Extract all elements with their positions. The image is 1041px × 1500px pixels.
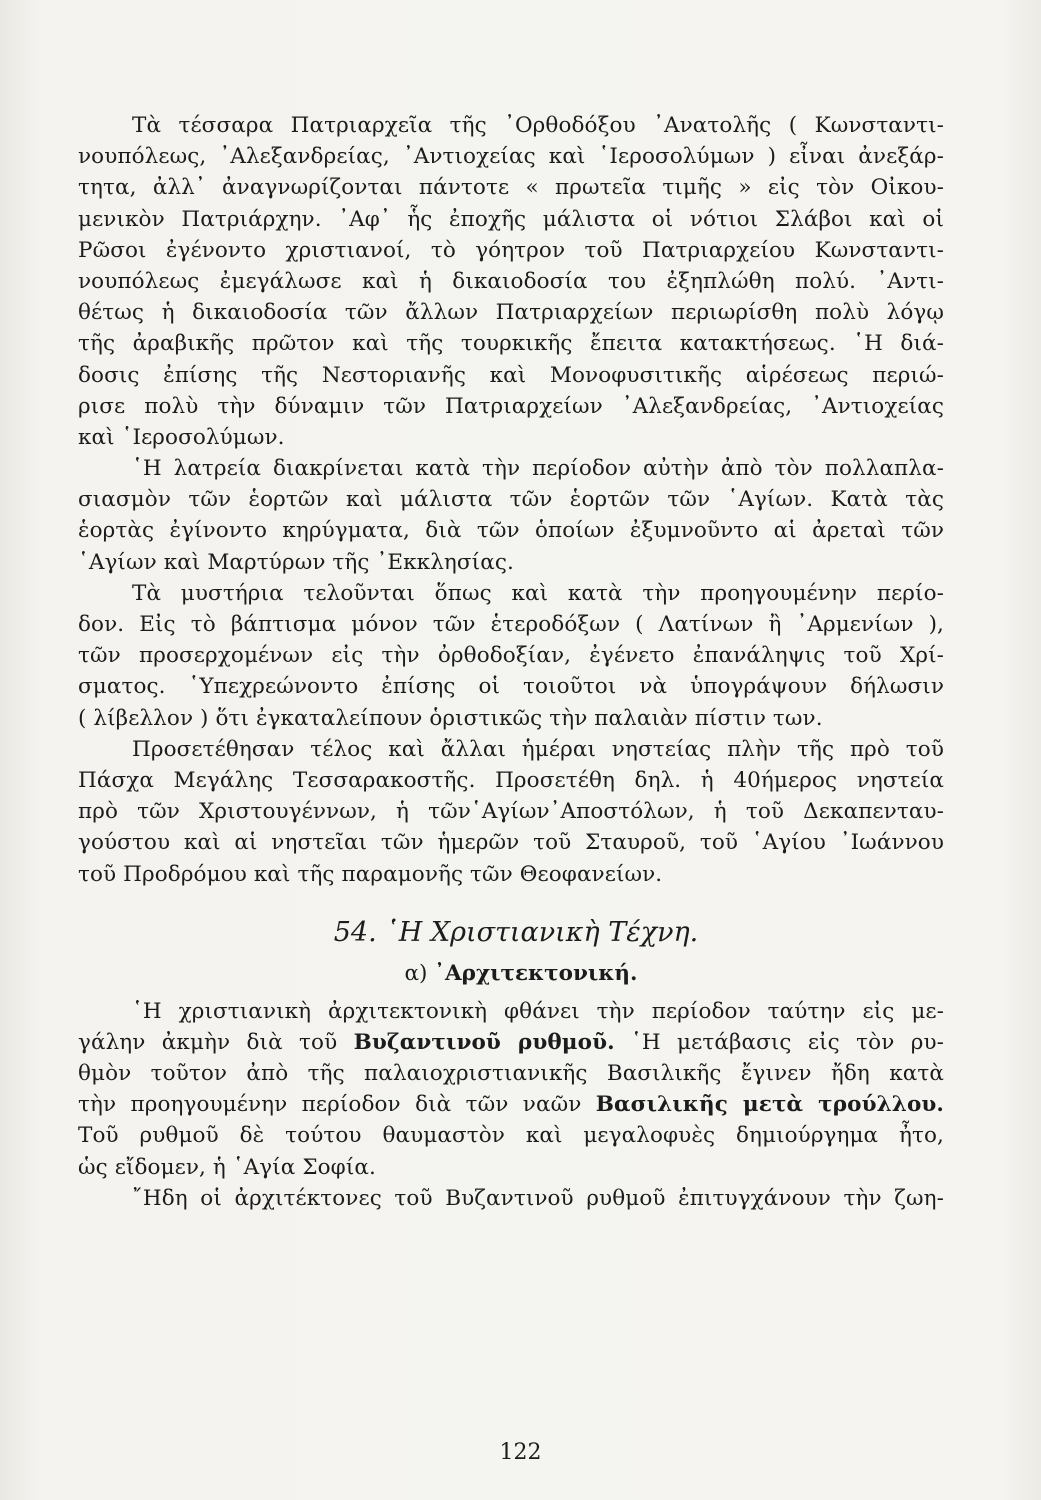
text-line: γούστου καὶ αἱ νηστεῖαι τῶν ἡμερῶν τοῦ Σταυροῦ, τοῦ ῾Αγίου ᾿Ιωάννου bbox=[78, 830, 944, 856]
bold-term: Βασιλικῆς μετὰ τρούλλου. bbox=[595, 1092, 944, 1118]
section-heading: 54. ῾Η Χριστιανικὴ Τέχνη. bbox=[333, 916, 699, 948]
text-line: ῾Η χριστιανικὴ ἀρχιτεκτονικὴ φθάνει τὴν περίοδον ταύτην εἰς με- bbox=[132, 998, 944, 1024]
text-line: καὶ ῾Ιεροσολύμων. bbox=[78, 424, 285, 450]
subsection-title: ᾿Αρχιτεκτονική. bbox=[434, 960, 638, 986]
text-line: νουπόλεως, ᾿Αλεξανδρείας, ᾿Αντιοχείας καὶ ῾Ιεροσολύμων ) εἶναι ἀνεξάρ- bbox=[78, 144, 944, 170]
subsection-prefix: α) bbox=[404, 960, 435, 986]
text-line: τητα, ἀλλ᾿ ἀναγνωρίζονται πάντοτε « πρωτεῖα τιμῆς » εἰς τὸν Οἰκου- bbox=[78, 175, 944, 201]
paragraph-sacraments bbox=[78, 578, 944, 734]
text-line: Τὰ μυστήρια τελοῦνται ὅπως καὶ κατὰ τὴν προηγουμένην περίο- bbox=[132, 580, 944, 606]
text-line: Ρῶσοι ἐγένοντο χριστιανοί, τὸ γόητρον τοῦ Πατριαρχείου Κωνσταντι- bbox=[78, 237, 944, 263]
paragraph-architects bbox=[78, 1183, 944, 1214]
bold-term: Βυζαντινοῦ ρυθμοῦ. bbox=[353, 1029, 615, 1055]
text-span: γάλην ἀκμὴν διὰ τοῦ bbox=[78, 1029, 354, 1055]
paragraph-patriarchates bbox=[78, 110, 944, 453]
text-line: Τοῦ ρυθμοῦ δὲ τούτου θαυμαστὸν καὶ μεγαλοφυὲς δημιούργημα ἦτο, bbox=[78, 1123, 944, 1149]
text-line bbox=[78, 1027, 944, 1058]
text-line: τοῦ Προδρόμου καὶ τῆς παραμονῆς τῶν Θεοφανείων. bbox=[78, 861, 663, 887]
text-line: μενικὸν Πατριάρχην. ᾿Αφ᾿ ἧς ἐποχῆς μάλιστα οἱ νότιοι Σλάβοι καὶ οἱ bbox=[78, 206, 944, 232]
text-line: τῶν προσερχομένων εἰς τὴν ὀρθοδοξίαν, ἐγένετο ἐπανάληψις τοῦ Χρί- bbox=[78, 643, 944, 669]
text-line: ῎Ηδη οἱ ἀρχιτέκτονες τοῦ Βυζαντινοῦ ρυθμοῦ ἐπιτυγχάνουν τὴν ζωη- bbox=[132, 1185, 944, 1211]
paragraph-worship bbox=[78, 453, 944, 578]
text-line: σιασμὸν τῶν ἑορτῶν καὶ μάλιστα τῶν ἑορτῶν τῶν ῾Αγίων. Κατὰ τὰς bbox=[78, 487, 944, 513]
text-line: Τὰ τέσσαρα Πατριαρχεῖα τῆς ᾿Ορθοδόξου ᾿Ανατολῆς ( Κωνσταντι- bbox=[132, 113, 944, 138]
text-line: ῾Αγίων καὶ Μαρτύρων τῆς ᾿Εκκλησίας. bbox=[78, 549, 514, 575]
text-span: τὴν προηγουμένην περίοδον διὰ τῶν ναῶν bbox=[78, 1092, 596, 1118]
text-line: θέτως ἡ δικαιοδοσία τῶν ἄλλων Πατριαρχείων περιωρίσθη πολὺ λόγῳ bbox=[78, 300, 944, 326]
text-line: πρὸ τῶν Χριστουγέννων, ἡ τῶν῾Αγίων᾿Αποστόλων, ἡ τοῦ Δεκαπενταυ- bbox=[78, 799, 944, 825]
page-body bbox=[78, 110, 944, 1214]
page-number: 122 bbox=[499, 1440, 542, 1465]
paragraph-fasting bbox=[78, 734, 944, 890]
text-line: τῆς ἀραβικῆς πρῶτον καὶ τῆς τουρκικῆς ἔπειτα κατακτήσεως. ῾Η διά- bbox=[78, 331, 944, 357]
text-span: ῾Η μετάβασις εἰς τὸν ρυ- bbox=[614, 1029, 944, 1055]
text-line: Προσετέθησαν τέλος καὶ ἄλλαι ἡμέραι νηστείας πλὴν τῆς πρὸ τοῦ bbox=[132, 736, 944, 762]
text-line bbox=[78, 1089, 944, 1120]
text-line: δοσις ἐπίσης τῆς Νεστοριανῆς καὶ Μονοφυσιτικῆς αἱρέσεως περιώ- bbox=[78, 362, 944, 388]
text-line: ( λίβελλον ) ὅτι ἐγκαταλείπουν ὁριστικῶς τὴν παλαιὰν πίστιν των. bbox=[78, 705, 823, 731]
text-line: ῾Η λατρεία διακρίνεται κατὰ τὴν περίοδον αὐτὴν ἀπὸ τὸν πολλαπλα- bbox=[132, 456, 944, 482]
text-line: ὡς εἴδομεν, ἡ ῾Αγία Σοφία. bbox=[78, 1154, 376, 1180]
paragraph-architecture bbox=[78, 996, 944, 1183]
subsection-heading bbox=[78, 958, 944, 990]
text-line: ρισε πολὺ τὴν δύναμιν τῶν Πατριαρχείων ᾿Αλεξανδρείας, ᾿Αντιοχείας bbox=[78, 393, 944, 419]
text-line: ἑορτὰς ἐγίνοντο κηρύγματα, διὰ τῶν ὁποίων ἐξυμνοῦντο αἱ ἀρεταὶ τῶν bbox=[78, 518, 944, 544]
text-line: δον. Εἰς τὸ βάπτισμα μόνον τῶν ἑτεροδόξων ( Λατίνων ἢ ᾿Αρμενίων ), bbox=[78, 612, 944, 637]
text-line: θμὸν τοῦτον ἀπὸ τῆς παλαιοχριστιανικῆς Βασιλικῆς ἔγινεν ἤδη κατὰ bbox=[78, 1061, 944, 1087]
text-line: Πάσχα Μεγάλης Τεσσαρακοστῆς. Προσετέθη δηλ. ἡ 40ήμερος νηστεία bbox=[78, 767, 944, 793]
text-line: σματος. ῾Υπεχρεώνοντο ἐπίσης οἱ τοιοῦτοι νὰ ὑπογράψουν δήλωσιν bbox=[78, 674, 944, 700]
text-line: νουπόλεως ἐμεγάλωσε καὶ ἡ δικαιοδοσία του ἐξηπλώθη πολύ. ᾿Αντι- bbox=[78, 268, 944, 294]
